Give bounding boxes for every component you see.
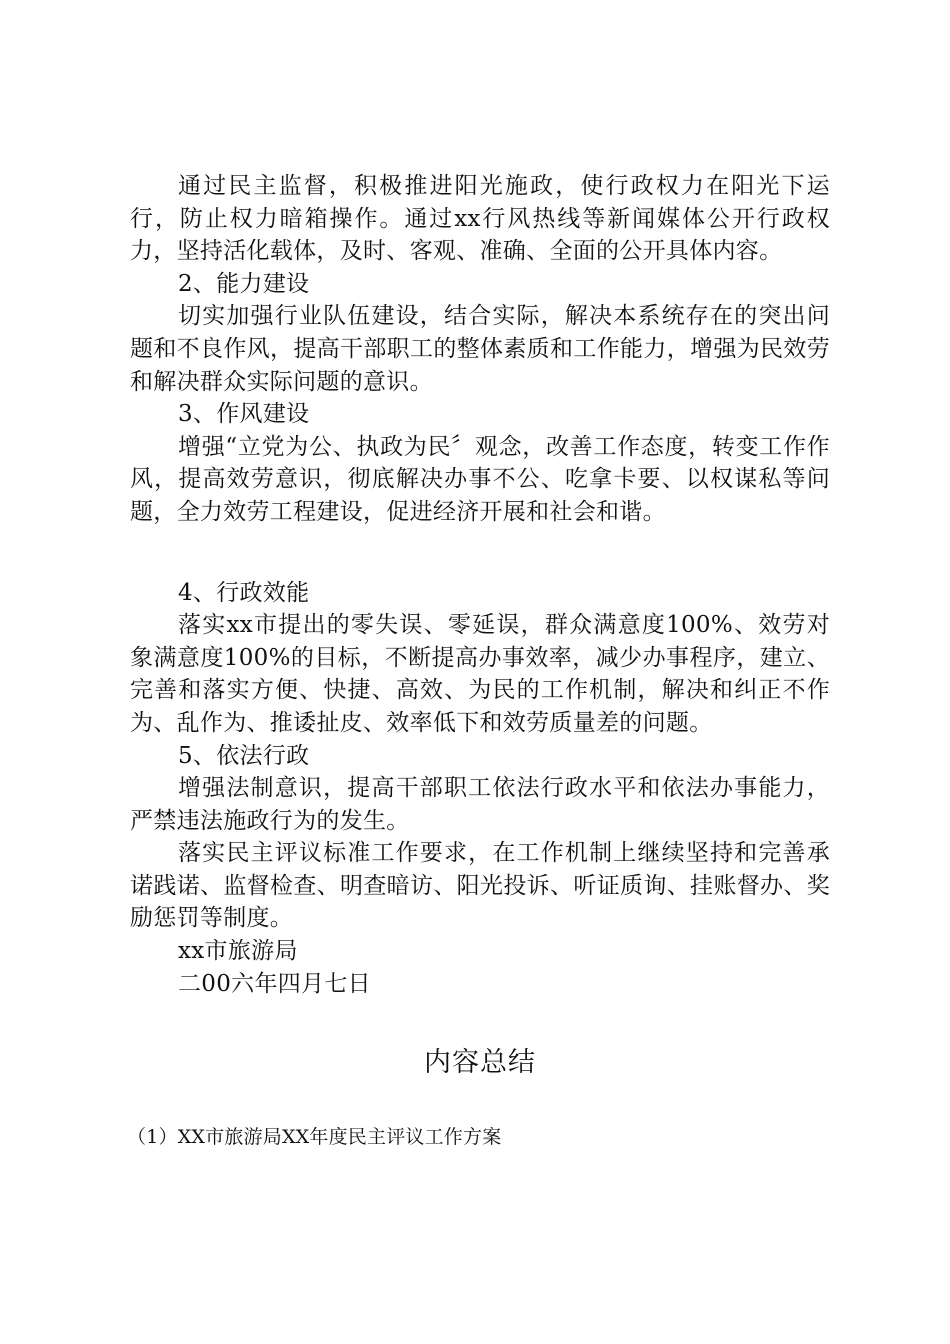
body-paragraph: 切实加强行业队伍建设，结合实际，解决本系统存在的突出问题和不良作风，提高干部职工的整体素质和工作能力，增强为民效劳和解决群众实际问题的意识。	[130, 303, 830, 395]
paragraph-gap	[130, 529, 830, 577]
signature-organization: xx市旅游局	[178, 938, 298, 965]
summary-item: （1）XX市旅游局XX年度民主评议工作方案	[127, 1126, 502, 1148]
body-paragraph: 落实xx市提出的零失误、零延误，群众满意度100%、效劳对象满意度100%的目标，不断提高办事效率，减少办事程序，建立、完善和落实方便、快捷、高效、为民的工作机制，解决和纠正不作为、乱作为、推诿扯皮、效率低下和效劳质量差的问题。	[130, 612, 830, 736]
body-paragraph: 落实民主评议标准工作要求，在工作机制上继续坚持和完善承诺践诺、监督检查、明查暗访、阳光投诉、听证质询、挂账督办、奖励惩罚等制度。	[130, 840, 830, 932]
signature-date: 二00六年四月七日	[178, 970, 371, 997]
section-heading: 5、依法行政	[178, 742, 310, 769]
section-heading: 4、行政效能	[178, 579, 310, 606]
section-heading: 3、作风建设	[178, 401, 310, 428]
body-paragraph: 增强法制意识，提高干部职工依法行政水平和依法办事能力，严禁违法施政行为的发生。	[130, 775, 830, 834]
summary-title: 内容总结	[424, 1047, 536, 1078]
document-body	[130, 170, 830, 1000]
body-paragraph: 增强“立党为公、执政为民〞观念，改善工作态度，转变工作作风，提高效劳意识，彻底解决办事不公、吃拿卡要、以权谋私等问题，全力效劳工程建设，促进经济开展和社会和谐。	[130, 433, 830, 525]
body-paragraph: 通过民主监督，积极推进阳光施政，使行政权力在阳光下运行，防止权力暗箱操作。通过xx行风热线等新闻媒体公开行政权力，坚持活化载体，及时、客观、准确、全面的公开具体内容。	[130, 173, 830, 265]
section-heading: 2、能力建设	[178, 270, 310, 297]
